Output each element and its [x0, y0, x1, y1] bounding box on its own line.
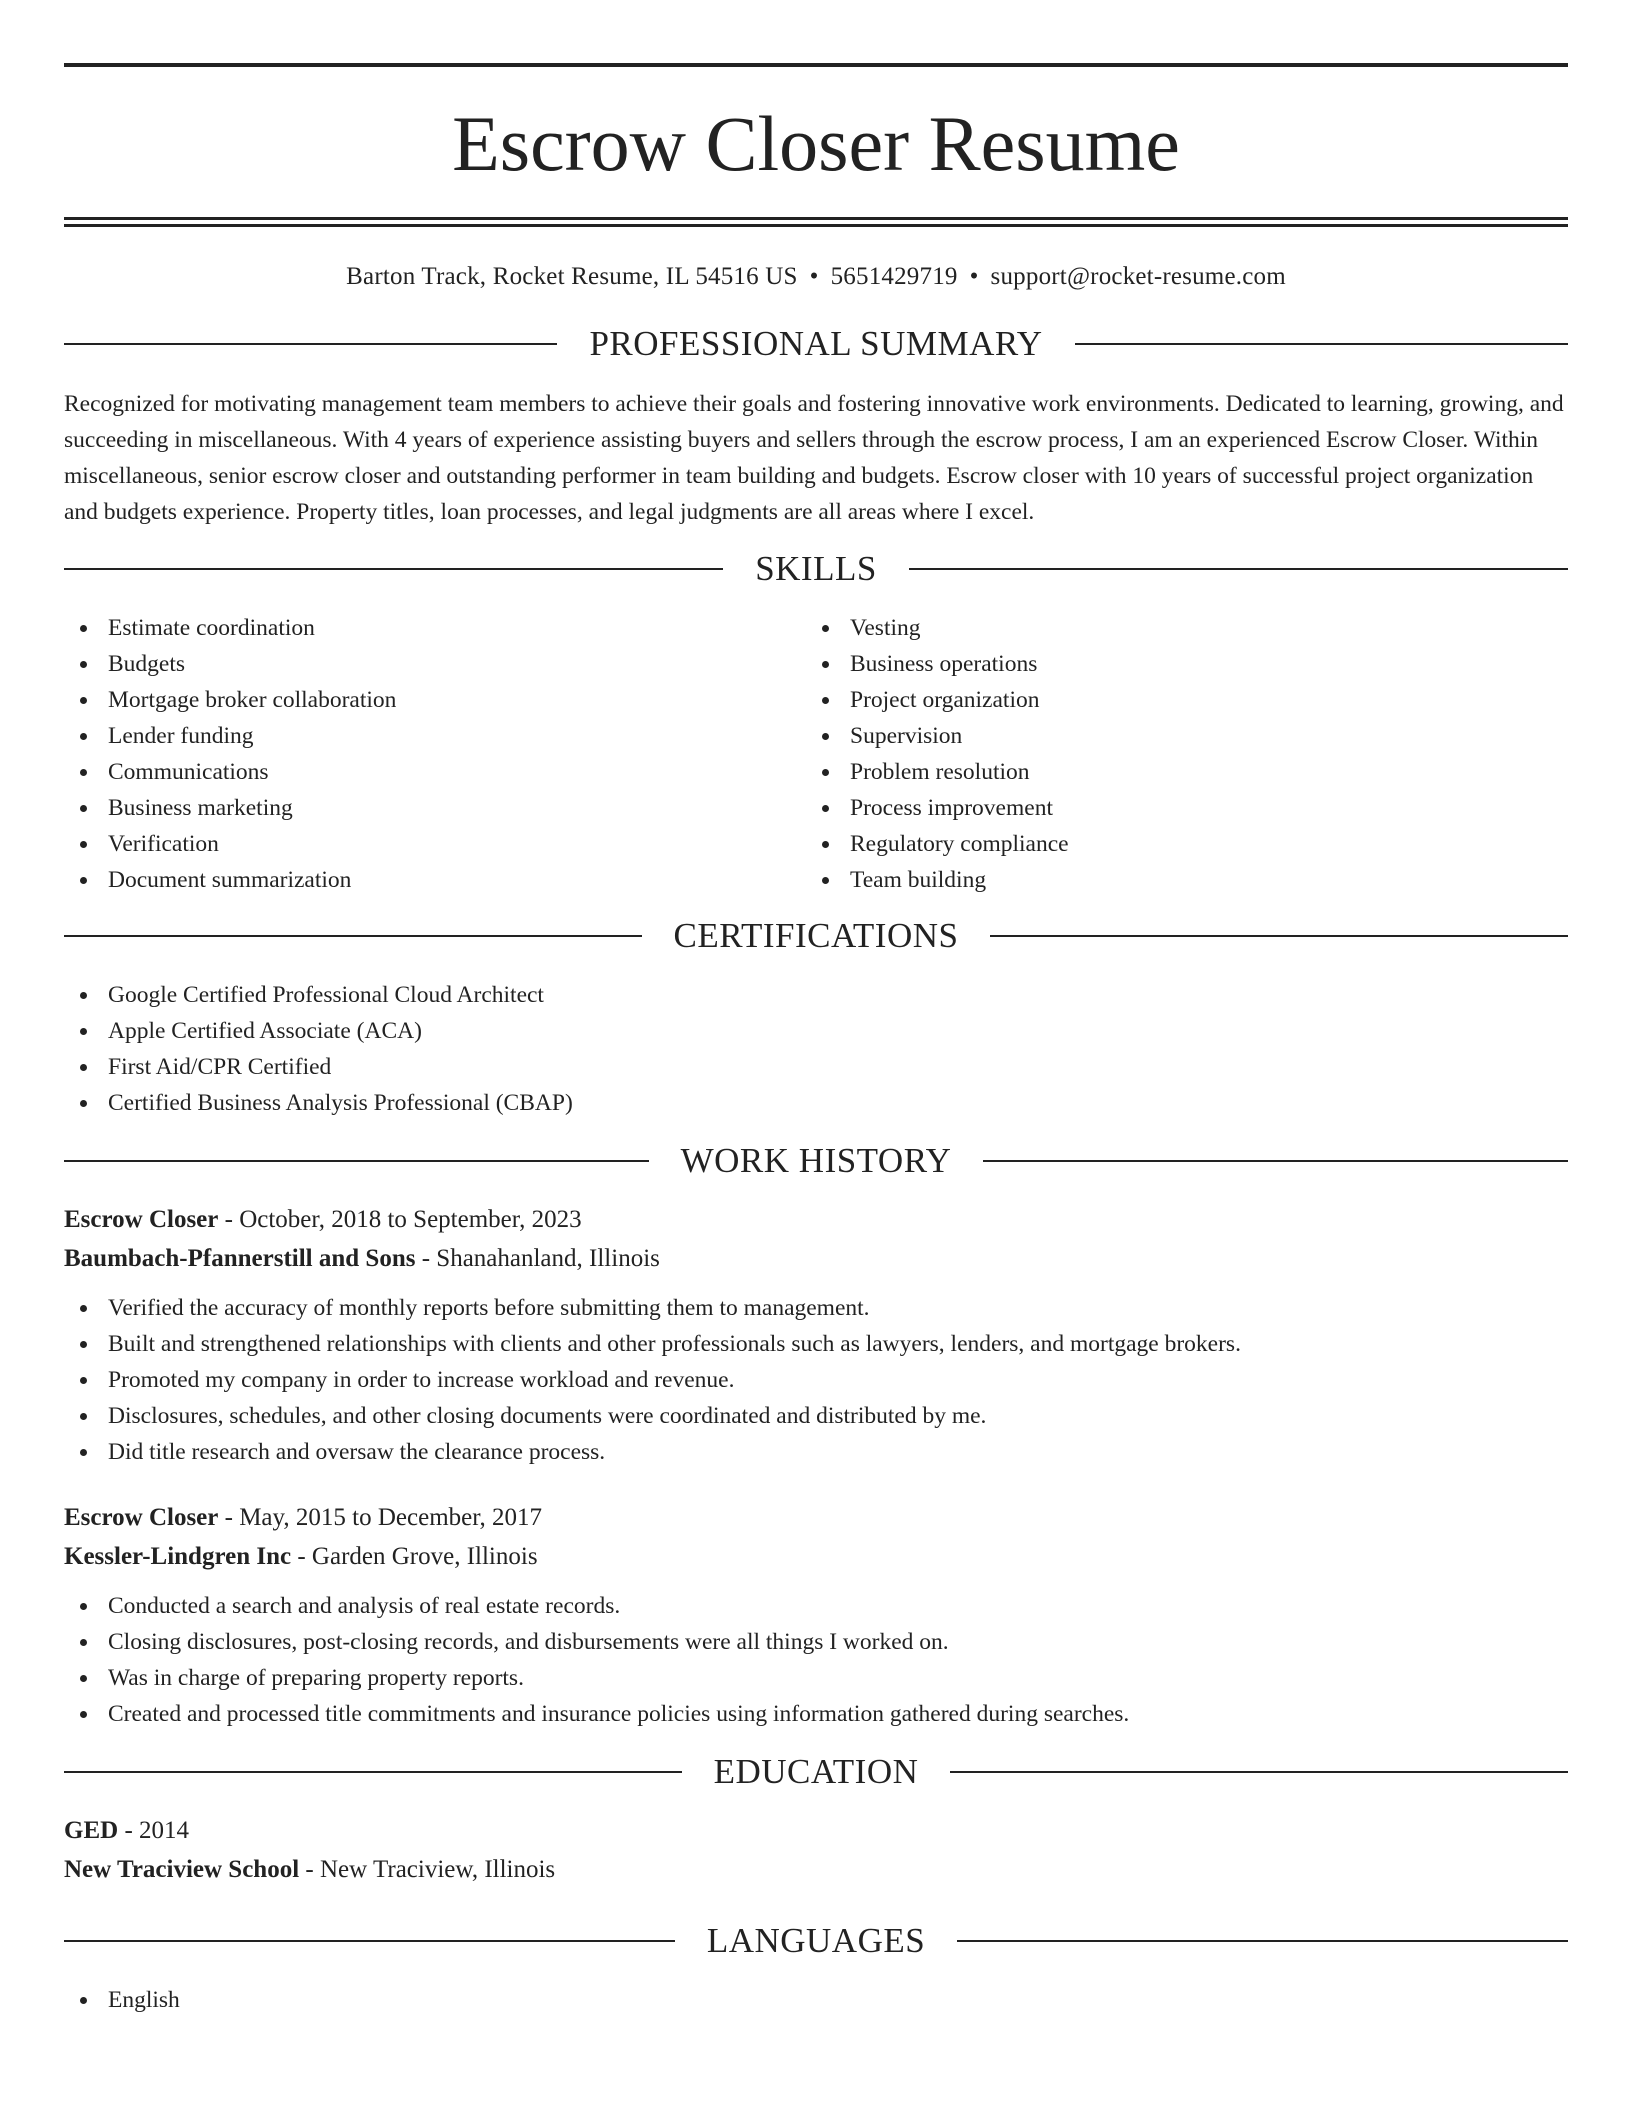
job-location: - Shanahanland, Illinois — [415, 1245, 660, 1272]
languages-list — [64, 1982, 1568, 2018]
skill-item: Verification — [64, 826, 806, 862]
skill-item: Project organization — [806, 682, 1548, 718]
heading-rule — [983, 1160, 1568, 1162]
certification-item: Certified Business Analysis Professional (CBAP) — [64, 1085, 1568, 1121]
job-title-line — [64, 1498, 1568, 1537]
education-school: New Traciview School — [64, 1856, 300, 1883]
skill-item: Lender funding — [64, 718, 806, 754]
skills-right-column — [806, 610, 1548, 898]
title-double-rule — [64, 217, 1568, 227]
skill-item: Document summarization — [64, 862, 806, 898]
skills-list — [64, 610, 1568, 898]
resume-title: Escrow Closer Resume — [452, 100, 1180, 187]
certification-item: First Aid/CPR Certified — [64, 1049, 1568, 1085]
job-duties-list — [64, 1290, 1568, 1470]
job-duties-list — [64, 1588, 1568, 1732]
job-duty-item: Closing disclosures, post-closing records, and disbursements were all things I worked on. — [64, 1624, 1568, 1660]
heading-rule — [990, 935, 1568, 937]
skill-item: Problem resolution — [806, 754, 1548, 790]
skill-item: Communications — [64, 754, 806, 790]
job-title: Escrow Closer — [64, 1206, 219, 1233]
heading-rule — [64, 568, 723, 570]
section-title: EDUCATION — [713, 1752, 919, 1791]
skill-item: Budgets — [64, 646, 806, 682]
heading-rule — [64, 1771, 682, 1773]
skill-item: Team building — [806, 862, 1548, 898]
section-title: SKILLS — [755, 549, 877, 588]
job-company-line — [64, 1537, 1568, 1576]
certifications-list — [64, 977, 1568, 1121]
top-rule — [64, 63, 1568, 67]
heading-rule — [950, 1771, 1568, 1773]
certification-item: Google Certified Professional Cloud Architect — [64, 977, 1568, 1013]
heading-rule — [64, 343, 557, 345]
heading-rule — [64, 1160, 649, 1162]
job-title: Escrow Closer — [64, 1504, 219, 1531]
summary-section-heading — [64, 326, 1568, 361]
languages-section-heading — [64, 1923, 1568, 1958]
job-duty-item: Conducted a search and analysis of real estate records. — [64, 1588, 1568, 1624]
job-dates: - October, 2018 to September, 2023 — [218, 1206, 582, 1233]
skill-item: Vesting — [806, 610, 1548, 646]
job-duty-item: Created and processed title commitments and insurance policies using information gathered during searches. — [64, 1696, 1568, 1732]
skill-item: Estimate coordination — [64, 610, 806, 646]
contact-email: support@rocket-resume.com — [990, 263, 1286, 290]
education-location: - New Traciview, Illinois — [299, 1856, 556, 1883]
job-title-line — [64, 1200, 1568, 1239]
skills-section-heading — [64, 551, 1568, 586]
contact-separator: • — [969, 263, 979, 290]
job-duty-item: Did title research and oversaw the clearance process. — [64, 1434, 1568, 1470]
skill-item: Regulatory compliance — [806, 826, 1548, 862]
certifications-section-heading — [64, 918, 1568, 953]
section-title: LANGUAGES — [706, 1921, 926, 1960]
job-entry — [64, 1498, 1568, 1732]
work-section-heading — [64, 1143, 1568, 1178]
resume-page — [64, 0, 1568, 2018]
job-duty-item: Built and strengthened relationships with clients and other professionals such as lawyers, lenders, and mortgage brokers. — [64, 1326, 1568, 1362]
job-duty-item: Disclosures, schedules, and other closing documents were coordinated and distributed by me. — [64, 1398, 1568, 1434]
heading-rule — [957, 1940, 1568, 1942]
education-section-heading — [64, 1754, 1568, 1789]
education-year: - 2014 — [118, 1817, 190, 1844]
contact-address: Barton Track, Rocket Resume, IL 54516 US — [346, 263, 798, 290]
job-company-line — [64, 1239, 1568, 1278]
job-company: Baumbach-Pfannerstill and Sons — [64, 1245, 416, 1272]
job-duty-item: Verified the accuracy of monthly reports before submitting them to management. — [64, 1290, 1568, 1326]
certification-item: Apple Certified Associate (ACA) — [64, 1013, 1568, 1049]
job-entry — [64, 1200, 1568, 1470]
job-company: Kessler-Lindgren Inc — [64, 1543, 292, 1570]
contact-separator: • — [809, 263, 819, 290]
education-degree-line — [64, 1811, 1568, 1850]
job-location: - Garden Grove, Illinois — [291, 1543, 538, 1570]
job-duty-item: Was in charge of preparing property reports. — [64, 1660, 1568, 1696]
job-dates: - May, 2015 to December, 2017 — [218, 1504, 543, 1531]
contact-phone: 5651429719 — [830, 263, 958, 290]
summary-text: Recognized for motivating management team members to achieve their goals and fostering innovative work environments. Dedicated to learning, growing, and succeeding in miscellaneous. With 4 years of experience assisting buyers and sellers through the escrow process, I am an experienced Escrow Closer. Within miscellaneous, senior escrow closer and outstanding performer in team building and budgets. Escrow closer with 10 years of successful project organization and budgets experience. Property titles, loan processes, and legal judgments are all areas where I excel. — [64, 391, 1564, 525]
education-degree: GED — [64, 1817, 119, 1844]
skills-left-column — [64, 610, 806, 898]
contact-line — [64, 263, 1568, 291]
skill-item: Business operations — [806, 646, 1548, 682]
education-entry — [64, 1811, 1568, 1889]
heading-rule — [64, 1940, 675, 1942]
section-title: PROFESSIONAL SUMMARY — [589, 324, 1043, 363]
education-school-line — [64, 1850, 1568, 1889]
skill-item: Business marketing — [64, 790, 806, 826]
heading-rule — [1075, 343, 1568, 345]
job-duty-item: Promoted my company in order to increase workload and revenue. — [64, 1362, 1568, 1398]
language-item: English — [64, 1982, 1568, 2018]
skill-item: Supervision — [806, 718, 1548, 754]
section-title: WORK HISTORY — [680, 1141, 952, 1180]
heading-rule — [909, 568, 1568, 570]
section-title: CERTIFICATIONS — [673, 916, 959, 955]
heading-rule — [64, 935, 642, 937]
skill-item: Process improvement — [806, 790, 1548, 826]
skill-item: Mortgage broker collaboration — [64, 682, 806, 718]
